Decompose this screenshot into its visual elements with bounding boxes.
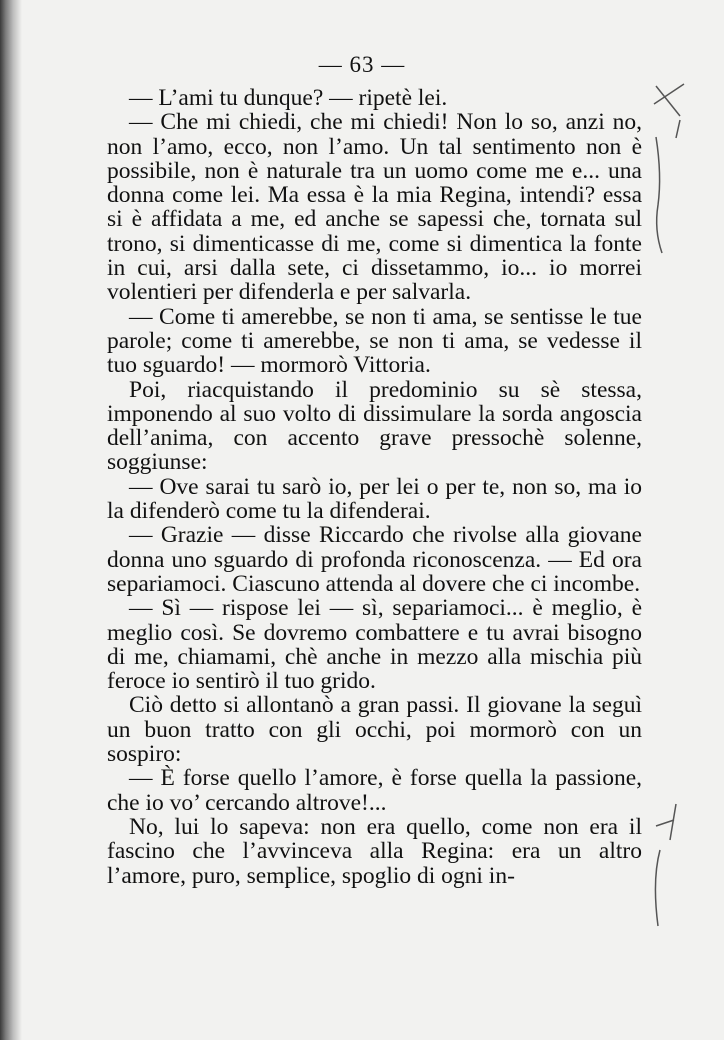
paragraph-9: — È forse quello l’amore, è forse quella la passione, che io vo’ cercando altrove!... [107,765,642,816]
page-number: — 63 — [318,52,406,77]
paragraph-3: — Come ti amerebbe, se non ti ama, se sentisse le tue parole; come ti amerebbe, se non ti ama, se vedesse il tuo sguardo! — mormorò Vittoria. [107,303,642,379]
spine-shadow [0,0,22,1040]
pencil-margin-line-bottom [646,800,686,930]
paragraph-2: — Che mi chiedi, che mi chiedi! Non lo so, anzi no, non l’amo, ecco, non l’amo. Un tal sentimento non è possibile, non è naturale tra un uomo come me e... una donna come lei. Ma essa è la mia Regina, intendi? essa si è affidata a me, ed anche se sapessi che, tornata sul trono, si dimenticasse di me, come si dimentica la fonte in cui, arsi dalla sete, ci dissetammo, io... io morrei volentieri per difenderla e per salvarla. [107,109,642,306]
paragraph-1: — L’ami tu dunque? — ripetè lei. [129,85,448,111]
paragraph-5: — Ove sarai tu sarò io, per lei o per te, non so, ma io la difenderò come tu la difenderai. [107,473,642,525]
paragraph-4: Poi, riacquistando il predominio su sè stessa, imponendo al suo volto di dissimulare la sorda angoscia dell’anima, con accento grave pressochè solenne, soggiunse: [107,376,642,476]
body-text [107,86,642,888]
paragraph-8: Ciò detto si allontanò a gran passi. Il giovane la seguì un buon tratto con gli occhi, poi mormorò con un sospiro: [107,692,642,768]
pencil-cross-mark [650,80,690,140]
paragraph-6: — Grazie — disse Riccardo che rivolse alla giovane donna uno sguardo di profonda riconoscenza. — Ed ora separiamoci. Ciascuno attenda al dovere che ci incombe. [107,522,642,597]
paragraph-7: — Sì — rispose lei — sì, separiamoci... è meglio, è meglio così. Se dovremo combattere e tu avrai bisogno di me, chiamami, chè anche in mezzo alla mischia più feroce io sentirò il tuo grido. [107,595,642,695]
paragraph-10: No, lui lo sapeva: non era quello, come non era il fascino che l’avvinceva alla Regina: era un altro l’amore, puro, semplice, spoglio di ogni in- [107,813,642,889]
pencil-margin-line-top [652,135,672,255]
